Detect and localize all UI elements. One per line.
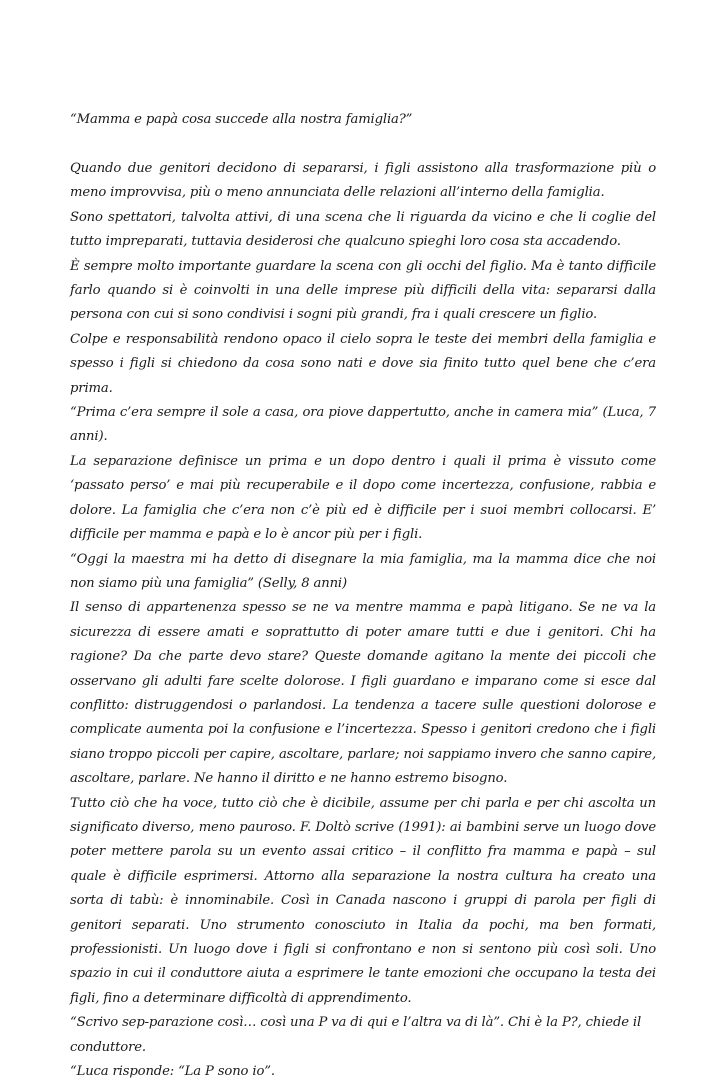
quote-luca: “Prima c’era sempre il sole a casa, ora piove dappertutto, anche in camera mia” (Luca, 7 anni).	[70, 405, 656, 445]
paragraph-child-view: È sempre molto importante guardare la scena con gli occhi del figlio. Ma è tanto difficile farlo quando si è coinvolti in una delle imprese più difficili della vita: separarsi dalla persona con cui si sono condivisi i sogni più grandi, fra i quali crescere un figlio.	[70, 258, 656, 323]
paragraph-spectators: Sono spettatori, talvolta attivi, di una scena che li riguarda da vicino e che li coglie del tutto impreparati, tuttavia desiderosi che qualcuno spieghi loro cosa sta accadendo.	[70, 209, 656, 250]
document-body	[70, 108, 656, 1084]
quote-selly: “Oggi la maestra mi ha detto di disegnare la mia famiglia, ma la mamma dice che noi non siamo più una famiglia” (Selly, 8 anni)	[70, 551, 656, 591]
paragraph-separation-intro: Quando due genitori decidono di separarsi, i figli assistono alla trasformazione più o meno improvvisa, più o meno annunciata delle relazioni all’interno della famiglia.	[70, 161, 656, 201]
quote-separation-word: “Scrivo sep-parazione così… così una P va di qui e l’altra va di là”. Chi è la P?, chiede il conduttore.	[70, 1015, 642, 1055]
paragraph-blame: Colpe e responsabilità rendono opaco il cielo sopra le teste dei membri della famiglia e spesso i figli si chiedono da cosa sono nati e dove sia finito tutto quel bene che c’era prima.	[70, 331, 656, 396]
paragraph-belonging: Il senso di appartenenza spesso se ne va mentre mamma e papà litigano. Se ne va la sicurezza di essere amati e soprattutto di poter amare tutti e due i genitori. Chi ha ragione? Da che parte devo stare? Queste domande agitano la mente dei piccoli che osservano gli adulti fare scelte dolorose. I figli guardano e imparano come si esce dal conflitto: distruggendosi o parlandosi. La tendenza a tacere sulle questioni dolorose e complicate aumenta poi la confusione e l’incertezza. Spesso i genitori credono che i figli siano troppo piccoli per capire, ascoltare, parlare; noi sappiamo invero che sanno capire, ascoltare, parlare. Ne hanno il diritto e ne hanno estremo bisogno.	[70, 600, 656, 787]
document-title: “Mamma e papà cosa succede alla nostra famiglia?”	[70, 112, 413, 127]
paragraph-dolto: Tutto ciò che ha voce, tutto ciò che è dicibile, assume per chi parla e per chi ascolta un significato diverso, meno pauroso. F. Doltò scrive (1991): ai bambini serve un luogo dove poter mettere parola su un evento assai critico – il conflitto fra mamma e papà – sul quale è difficile esprimersi. Attorno alla separazione la nostra cultura ha creato una sorta di tabù: è innominabile. Così in Canada nascono i gruppi di parola per figli di genitori separati. Uno strumento conosciuto in Italia da pochi, ma ben formati, professionisti. Un luogo dove i figli si confrontano e non si sentono più così soli. Uno spazio in cui il conduttore aiuta a esprimere le tante emozioni che occupano la testa dei figli, fino a determinare difficoltà di apprendimento.	[70, 795, 656, 1006]
quote-luca-answer: “Luca risponde: “La P sono io”.	[70, 1064, 275, 1080]
paragraph-before-after: La separazione definisce un prima e un dopo dentro i quali il prima è vissuto come ‘passato perso’ e mai più recuperabile e il dopo come incertezza, confusione, rabbia e dolore. La famiglia che c’era non c’è più ed è difficile per i suoi membri collocarsi. E’ difficile per mamma e papà e lo è ancor più per i figli.	[70, 453, 656, 543]
